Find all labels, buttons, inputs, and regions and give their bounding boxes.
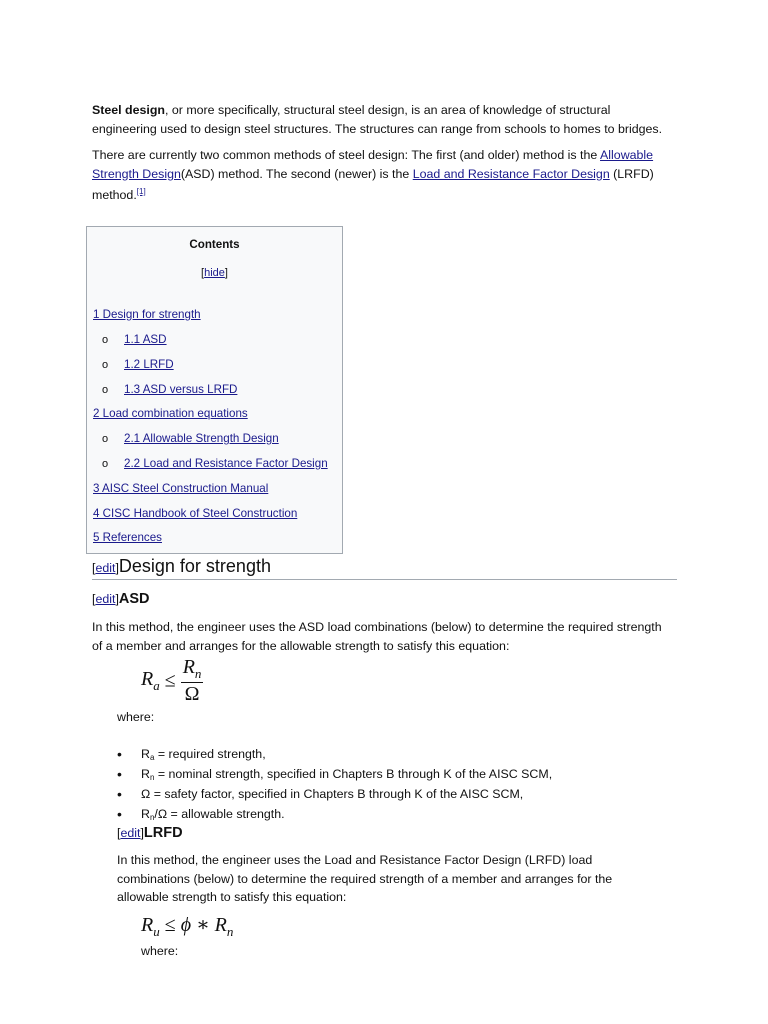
asd-link[interactable]: Allowable Strength Design: [92, 148, 654, 181]
toc-item-cisc-handbook[interactable]: 4 CISC Handbook of Steel Construction: [93, 507, 298, 520]
toc-item-asd-versus-lrfd[interactable]: 1.3 ASD versus LRFD: [124, 383, 238, 396]
intro-p1-text: , or more specifically, structural steel design, is an area of knowledge of structural engineering used to design steel structures. The structures can range from schools to homes to bridges.: [92, 103, 663, 136]
intro-p2-end: (LRFD) method.: [92, 166, 654, 202]
lrfd-eq-operator: ≤: [159, 914, 181, 936]
def-subscript: n: [149, 773, 155, 782]
eq-subscript: a: [153, 678, 160, 693]
edit-link[interactable]: edit: [120, 826, 141, 840]
edit-section-asd: [92, 592, 119, 606]
edit-bracket-close: ]: [115, 592, 119, 606]
lrfd-link[interactable]: Load and Resistance Factor Design: [412, 166, 610, 181]
def-symbol: R: [141, 807, 150, 821]
asd-eq-numerator: [181, 656, 204, 683]
heading-design-for-strength: [92, 556, 271, 577]
edit-link[interactable]: edit: [95, 561, 116, 575]
edit-section-lrfd: [117, 826, 144, 840]
edit-bracket-close: ]: [115, 561, 119, 575]
asd-definitions-list: [117, 744, 677, 824]
list-item: [117, 764, 677, 784]
toc-item-lrfd[interactable]: 1.2 LRFD: [124, 358, 174, 371]
toc-item-aisc-steel-construction-manual[interactable]: 3 AISC Steel Construction Manual: [93, 482, 269, 495]
heading-text: ASD: [118, 591, 150, 607]
def-subscript: n: [149, 813, 155, 822]
toc-bullet: o: [102, 384, 109, 396]
toc-item-references[interactable]: 5 References: [93, 531, 162, 544]
toc-item-allowable-strength-design[interactable]: 2.1 Allowable Strength Design: [124, 432, 279, 445]
eq-symbol: R: [141, 668, 154, 690]
eq-subscript: n: [194, 666, 202, 681]
asd-paragraph: In this method, the engineer uses the ASD load combinations (below) to determine the required strength of a member and arranges for the allowable strength to satisfy this equation:: [92, 620, 662, 653]
list-item: [117, 784, 677, 804]
lrfd-where-label: where:: [141, 944, 179, 958]
toc-hide-bracket-close: ]: [224, 267, 228, 279]
intro-section: [92, 101, 677, 205]
def-text: = nominal strength, specified in Chapters B through K of the AISC SCM,: [154, 767, 553, 781]
def-symbol: R: [141, 747, 150, 761]
asd-eq-operator: ≤: [159, 669, 181, 692]
toc-bullet: o: [102, 334, 109, 346]
toc-bullet: o: [102, 359, 109, 371]
heading-text: Design for strength: [118, 556, 271, 576]
term-steel-design: Steel design: [92, 103, 165, 117]
eq-symbol: R: [214, 914, 227, 936]
heading-lrfd: [117, 825, 183, 841]
toc-hide-bracket-open: [: [201, 267, 205, 279]
toc-title: Contents: [189, 238, 240, 251]
intro-p2-mid: (ASD) method. The second (newer) is the: [180, 166, 413, 181]
asd-equation: [141, 656, 203, 706]
asd-eq-denominator: Ω: [184, 683, 200, 705]
toc-item-design-for-strength[interactable]: 1 Design for strength: [93, 308, 201, 321]
toc-bullet: o: [102, 458, 109, 470]
def-symbol: R: [141, 767, 150, 781]
lrfd-eq-multiply: ∗: [191, 914, 215, 936]
intro-paragraph-1: [92, 101, 677, 138]
edit-link[interactable]: edit: [95, 592, 116, 606]
phi-symbol: ϕ: [180, 914, 192, 936]
asd-eq-fraction: [181, 656, 204, 706]
toc-bullet: o: [102, 433, 109, 445]
toc-hide-control: [87, 267, 342, 279]
eq-subscript: u: [153, 924, 160, 939]
toc-item-asd[interactable]: 1.1 ASD: [124, 333, 167, 346]
list-item: [117, 744, 677, 764]
def-text: = safety factor, specified in Chapters B through K of the AISC SCM,: [150, 787, 524, 801]
table-of-contents: [86, 226, 343, 554]
asd-where-label: where:: [117, 710, 155, 724]
toc-hide-link[interactable]: hide: [204, 267, 225, 279]
eq-subscript: n: [226, 924, 234, 939]
heading-divider: [92, 579, 677, 580]
def-text: = required strength,: [154, 747, 266, 761]
def-subscript: a: [149, 753, 155, 762]
def-text: /Ω = allowable strength.: [154, 807, 285, 821]
asd-eq-lhs: [141, 668, 160, 693]
edit-bracket-open: [: [117, 826, 121, 840]
toc-item-load-combination-equations[interactable]: 2 Load combination equations: [93, 407, 248, 420]
lrfd-paragraph: In this method, the engineer uses the Load and Resistance Factor Design (LRFD) load combinations (below) to determine the required strength of a member and arranges for the allowable strength to satisfy this equation:: [117, 853, 613, 904]
intro-p2-start: There are currently two common methods of steel design: The first (and older) method is the: [92, 148, 601, 162]
list-item: [117, 804, 677, 824]
heading-text: LRFD: [143, 825, 183, 841]
toc-item-load-and-resistance-factor-design[interactable]: 2.2 Load and Resistance Factor Design: [124, 457, 328, 470]
eq-symbol: R: [182, 656, 195, 678]
edit-bracket-open: [: [92, 592, 96, 606]
reference-1-link[interactable]: [1]: [136, 187, 146, 196]
eq-symbol: R: [141, 914, 154, 936]
def-symbol: Ω: [141, 787, 151, 801]
intro-paragraph-2: [92, 146, 677, 205]
heading-asd: [92, 591, 150, 607]
edit-bracket-open: [: [92, 561, 96, 575]
lrfd-equation: [141, 912, 233, 940]
edit-bracket-close: ]: [140, 826, 144, 840]
edit-section-design-for-strength: [92, 561, 119, 575]
